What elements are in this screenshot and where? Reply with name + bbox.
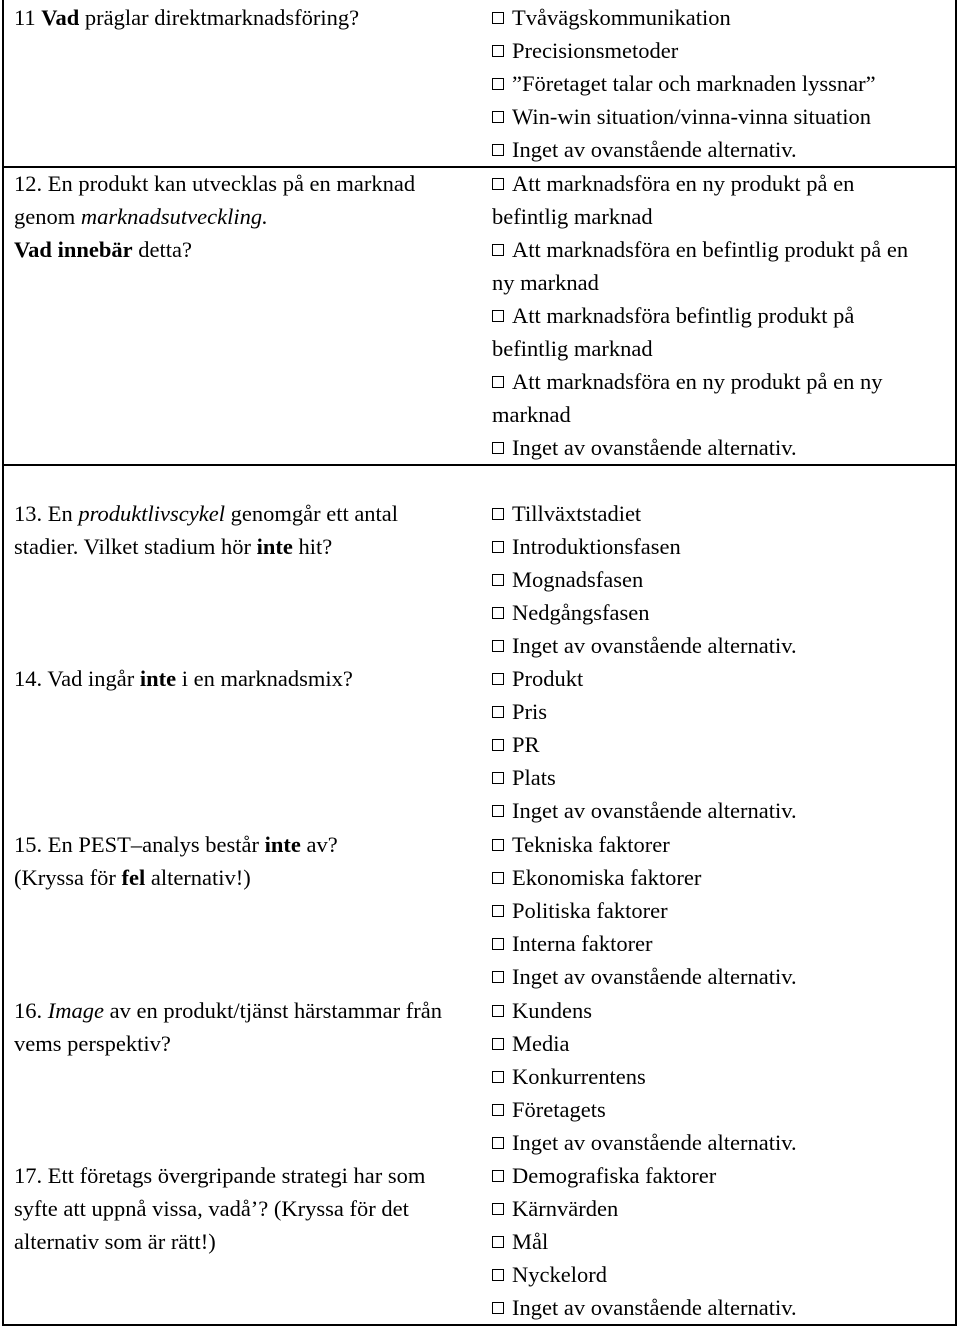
checkbox-icon[interactable] (492, 1170, 504, 1182)
question-text-run: 14. Vad ingår (14, 666, 140, 691)
checkbox-icon[interactable] (492, 45, 504, 57)
question-text (14, 662, 469, 695)
answer-option[interactable] (492, 1225, 942, 1258)
question-text-run: 17. Ett företags övergripande strategi har som syfte att uppnå vissa, vadå’? (Kryssa för det alternativ som är rätt!) (14, 1163, 426, 1254)
answer-option[interactable] (492, 1126, 942, 1159)
checkbox-icon[interactable] (492, 1071, 504, 1083)
answer-option-label: Att marknadsföra befintlig produkt på befintlig marknad (492, 303, 855, 361)
answer-option[interactable] (492, 761, 942, 794)
answer-option[interactable] (492, 596, 942, 629)
question-text-run: av? (300, 832, 338, 857)
answer-option-label: Mål (512, 1229, 549, 1254)
question-text-run: fel (121, 865, 146, 890)
answer-option[interactable] (492, 629, 942, 662)
answer-option-label: Inget av ovanstående alternativ. (512, 964, 797, 989)
answer-option[interactable] (492, 861, 942, 894)
answer-option[interactable] (492, 994, 942, 1027)
row-divider (2, 464, 957, 466)
answer-option[interactable] (492, 828, 942, 861)
question-text-run: Image (47, 998, 104, 1023)
answer-option-label: Nedgångsfasen (512, 600, 650, 625)
answer-option-label: Inget av ovanstående alternativ. (512, 633, 797, 658)
checkbox-icon[interactable] (492, 376, 504, 388)
options-list (492, 1, 942, 166)
answer-option[interactable] (492, 1192, 942, 1225)
question-text-run: av en produkt/tjänst härstammar från vems perspektiv? (14, 998, 443, 1056)
checkbox-icon[interactable] (492, 607, 504, 619)
checkbox-icon[interactable] (492, 442, 504, 454)
checkbox-icon[interactable] (492, 739, 504, 751)
answer-option-label: ”Företaget talar och marknaden lyssnar” (512, 71, 876, 96)
answer-option-label: Produkt (512, 666, 584, 691)
checkbox-icon[interactable] (492, 244, 504, 256)
answer-option[interactable] (492, 34, 942, 67)
answer-option-label: Att marknadsföra en ny produkt på en befintlig marknad (492, 171, 855, 229)
options-list (492, 828, 942, 993)
checkbox-icon[interactable] (492, 1104, 504, 1116)
checkbox-icon[interactable] (492, 78, 504, 90)
checkbox-icon[interactable] (492, 772, 504, 784)
question-text-run: inte (256, 534, 293, 559)
question-text (14, 1159, 469, 1258)
question-text (14, 167, 454, 266)
checkbox-icon[interactable] (492, 1203, 504, 1215)
question-text-run: 11 (14, 5, 42, 30)
options-list (492, 497, 942, 662)
answer-option-label: Inget av ovanstående alternativ. (512, 798, 797, 823)
answer-option-label: Precisionsmetoder (512, 38, 679, 63)
checkbox-icon[interactable] (492, 1236, 504, 1248)
question-text-run: 13. En (14, 501, 79, 526)
answer-option-label: Nyckelord (512, 1262, 607, 1287)
question-text-run: (Kryssa för (14, 865, 122, 890)
answer-option-label: Ekonomiska faktorer (512, 865, 702, 890)
answer-option-label: Interna faktorer (512, 931, 653, 956)
checkbox-icon[interactable] (492, 144, 504, 156)
question-text-run: Vad (41, 5, 80, 30)
question-text-run: 16. (14, 998, 48, 1023)
answer-option[interactable] (492, 1060, 942, 1093)
checkbox-icon[interactable] (492, 1302, 504, 1314)
question-text (14, 994, 454, 1060)
question-text-run: 15. En PEST–analys består (14, 832, 265, 857)
question-text-run: marknadsutveckling. (80, 204, 268, 229)
answer-option-label: Kärnvärden (512, 1196, 619, 1221)
checkbox-icon[interactable] (492, 1038, 504, 1050)
checkbox-icon[interactable] (492, 541, 504, 553)
answer-option[interactable] (492, 233, 932, 299)
answer-option[interactable] (492, 1027, 942, 1060)
checkbox-icon[interactable] (492, 805, 504, 817)
answer-option[interactable] (492, 299, 932, 365)
answer-option[interactable] (492, 133, 942, 166)
answer-option-label: Företagets (512, 1097, 606, 1122)
checkbox-icon[interactable] (492, 111, 504, 123)
answer-option[interactable] (492, 563, 942, 596)
answer-option-label: Tekniska faktorer (512, 832, 670, 857)
answer-option-label: Plats (512, 765, 556, 790)
answer-option-label: Mognadsfasen (512, 567, 644, 592)
answer-option-label: Att marknadsföra en ny produkt på en ny marknad (492, 369, 883, 427)
answer-option[interactable] (492, 794, 942, 827)
question-text-run: i en marknadsmix? (176, 666, 353, 691)
checkbox-icon[interactable] (492, 839, 504, 851)
answer-option-label: Win-win situation/vinna-vinna situation (512, 104, 872, 129)
answer-option[interactable] (492, 365, 932, 431)
checkbox-icon[interactable] (492, 508, 504, 520)
checkbox-icon[interactable] (492, 706, 504, 718)
checkbox-icon[interactable] (492, 178, 504, 190)
question-text-run: hit? (292, 534, 333, 559)
options-list (492, 167, 932, 464)
checkbox-icon[interactable] (492, 905, 504, 917)
question-text-run: genomgår ett antal stadier. Vilket stadium hör (14, 501, 399, 559)
answer-option[interactable] (492, 1093, 942, 1126)
answer-option-label: Introduktionsfasen (512, 534, 681, 559)
checkbox-icon[interactable] (492, 1269, 504, 1281)
answer-option-label: Tillväxtstadiet (512, 501, 642, 526)
answer-option-label: Kundens (512, 998, 592, 1023)
answer-option[interactable] (492, 67, 942, 100)
checkbox-icon[interactable] (492, 938, 504, 950)
options-list (492, 1159, 942, 1324)
checkbox-icon[interactable] (492, 12, 504, 24)
answer-option-label: Konkurrentens (512, 1064, 646, 1089)
answer-option[interactable] (492, 662, 942, 695)
options-list (492, 994, 942, 1159)
answer-option[interactable] (492, 894, 942, 927)
answer-option[interactable] (492, 431, 932, 464)
question-text-run: Vad innebär (14, 237, 133, 262)
question-text (14, 1, 469, 34)
answer-option-label: Inget av ovanstående alternativ. (512, 137, 797, 162)
question-text (14, 828, 469, 894)
answer-option[interactable] (492, 167, 932, 233)
checkbox-icon[interactable] (492, 640, 504, 652)
answer-option[interactable] (492, 695, 942, 728)
answer-option-label: Media (512, 1031, 570, 1056)
checkbox-icon[interactable] (492, 1005, 504, 1017)
checkbox-icon[interactable] (492, 574, 504, 586)
answer-option[interactable] (492, 100, 942, 133)
options-list (492, 662, 942, 827)
answer-option-label: Inget av ovanstående alternativ. (512, 1130, 797, 1155)
answer-option-label: Pris (512, 699, 548, 724)
answer-option[interactable] (492, 1258, 942, 1291)
answer-option-label: Tvåvägskommunikation (512, 5, 731, 30)
answer-option[interactable] (492, 530, 942, 563)
answer-option[interactable] (492, 1291, 942, 1324)
checkbox-icon[interactable] (492, 872, 504, 884)
question-text-run: inte (264, 832, 301, 857)
answer-option-label: PR (512, 732, 540, 757)
question-text (14, 497, 454, 563)
question-text-run: detta? (132, 237, 192, 262)
answer-option[interactable] (492, 1159, 942, 1192)
checkbox-icon[interactable] (492, 673, 504, 685)
checkbox-icon[interactable] (492, 971, 504, 983)
answer-option[interactable] (492, 497, 942, 530)
question-text-run: 12. En produkt kan utvecklas på en marknad genom (14, 171, 416, 229)
question-text-run: inte (139, 666, 177, 691)
answer-option[interactable] (492, 728, 942, 761)
answer-option-label: Att marknadsföra en befintlig produkt på en ny marknad (492, 237, 909, 295)
answer-option[interactable] (492, 1, 942, 34)
answer-option-label: Politiska faktorer (512, 898, 668, 923)
answer-option-label: Inget av ovanstående alternativ. (512, 1295, 797, 1320)
checkbox-icon[interactable] (492, 1137, 504, 1149)
question-text-run: produktlivscykel (78, 501, 225, 526)
checkbox-icon[interactable] (492, 310, 504, 322)
question-text-run: präglar direktmarknadsföring? (79, 5, 360, 30)
question-text-run: alternativ!) (145, 865, 251, 890)
answer-option[interactable] (492, 927, 942, 960)
answer-option[interactable] (492, 960, 942, 993)
answer-option-label: Demografiska faktorer (512, 1163, 717, 1188)
answer-option-label: Inget av ovanstående alternativ. (512, 435, 797, 460)
